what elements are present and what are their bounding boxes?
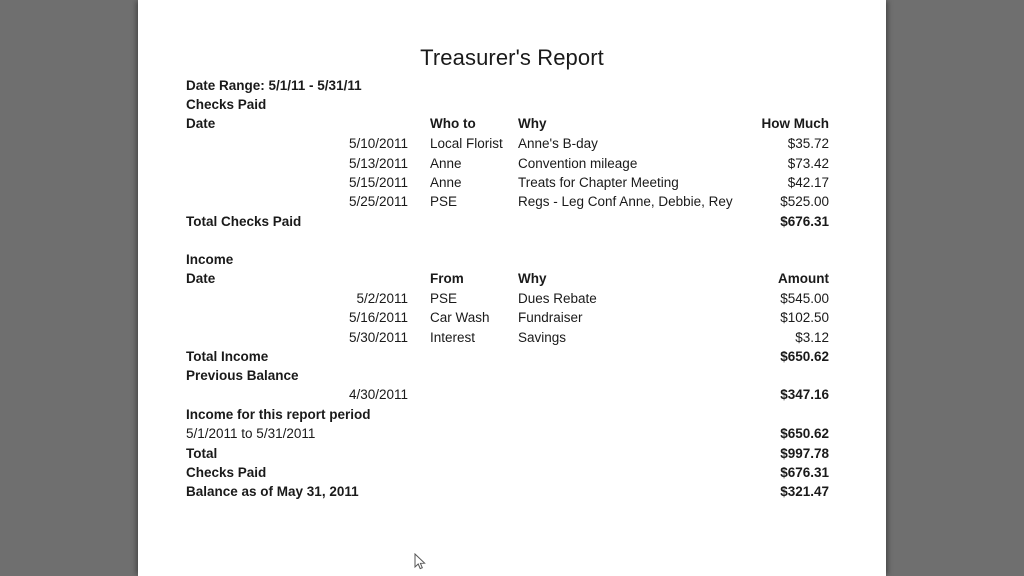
total-income-label: Total Income: [186, 349, 269, 364]
period-range: 5/1/2011 to 5/31/2011: [186, 426, 316, 441]
summary-total-row: [138, 444, 886, 464]
check-who: PSE: [430, 194, 458, 209]
income-amount: $102.50: [780, 310, 829, 325]
document-page: [138, 0, 886, 576]
income-why: Savings: [518, 330, 567, 345]
column-header-date: Date: [186, 271, 216, 286]
income-from: Car Wash: [430, 310, 490, 325]
column-header-who-to: Who to: [430, 116, 476, 131]
check-amount: $525.00: [780, 194, 829, 209]
table-row: [138, 192, 886, 212]
table-row: [138, 289, 886, 309]
check-date: 5/10/2011: [348, 136, 408, 151]
table-row: [138, 154, 886, 174]
summary-total-amount: $997.78: [780, 446, 829, 461]
income-date: 5/30/2011: [348, 330, 408, 345]
income-date: 5/16/2011: [348, 310, 408, 325]
check-date: 5/13/2011: [348, 156, 408, 171]
column-header-why: Why: [518, 271, 547, 286]
income-from: Interest: [430, 330, 476, 345]
total-income-amount: $650.62: [780, 349, 829, 364]
previous-balance-amount: $347.16: [780, 387, 829, 402]
summary-checks-paid-label: Checks Paid: [186, 465, 267, 480]
income-total-row: [138, 347, 886, 367]
checks-paid-total-amount-row: [138, 212, 886, 232]
check-who: Anne: [430, 175, 462, 190]
period-income-label: Income for this report period: [186, 407, 371, 422]
check-date: 5/15/2011: [348, 175, 408, 190]
check-who: Anne: [430, 156, 462, 171]
summary-checks-paid-amount: $676.31: [780, 465, 829, 480]
period-income-amount: $650.62: [780, 426, 829, 441]
previous-balance-label: Previous Balance: [186, 368, 299, 383]
checks-paid-heading: Checks Paid: [186, 97, 267, 112]
income-why: Fundraiser: [518, 310, 583, 325]
income-header-row: [138, 269, 886, 289]
check-why: Anne's B-day: [518, 136, 598, 151]
total-checks-paid-amount: $676.31: [780, 214, 829, 229]
check-why: Regs - Leg Conf Anne, Debbie, Rey: [518, 194, 733, 209]
summary-checks-paid-row: [138, 463, 886, 483]
total-checks-paid-label: Total Checks Paid: [186, 214, 302, 229]
column-header-from: From: [430, 271, 464, 286]
final-balance-row: [138, 482, 886, 502]
final-balance-label: Balance as of May 31, 2011: [186, 484, 359, 499]
check-amount: $73.42: [787, 156, 829, 171]
column-header-amount: Amount: [778, 271, 829, 286]
previous-balance-row: [138, 366, 886, 386]
check-date: 5/25/2011: [348, 194, 408, 209]
final-balance-amount: $321.47: [780, 484, 829, 499]
period-income-label-row: [138, 405, 886, 425]
income-heading: Income: [186, 252, 234, 267]
income-why: Dues Rebate: [518, 291, 597, 306]
summary-total-label: Total: [186, 446, 218, 461]
table-row: [138, 173, 886, 193]
check-why: Convention mileage: [518, 156, 638, 171]
period-income-row: [138, 424, 886, 444]
column-header-why: Why: [518, 116, 547, 131]
check-who: Local Florist: [430, 136, 503, 151]
checks-paid-header-row: [138, 114, 886, 134]
income-amount: $545.00: [780, 291, 829, 306]
previous-balance-date: 4/30/2011: [348, 387, 408, 402]
date-range-row: [138, 76, 886, 96]
income-date: 5/2/2011: [356, 291, 408, 306]
column-header-how-much: How Much: [761, 116, 829, 131]
check-amount: $42.17: [787, 175, 829, 190]
check-why: Treats for Chapter Meeting: [518, 175, 679, 190]
table-row: [138, 328, 886, 348]
income-amount: $3.12: [795, 330, 829, 345]
previous-balance-value-row: [138, 385, 886, 405]
income-heading-row: [138, 250, 886, 270]
checks-paid-heading-row: [138, 95, 886, 115]
check-amount: $35.72: [787, 136, 829, 151]
date-range-label: Date Range: 5/1/11 - 5/31/11: [186, 78, 362, 93]
column-header-date: Date: [186, 116, 216, 131]
table-row: [138, 308, 886, 328]
income-from: PSE: [430, 291, 458, 306]
table-row: [138, 134, 886, 154]
page-title: Treasurer's Report: [420, 45, 604, 70]
